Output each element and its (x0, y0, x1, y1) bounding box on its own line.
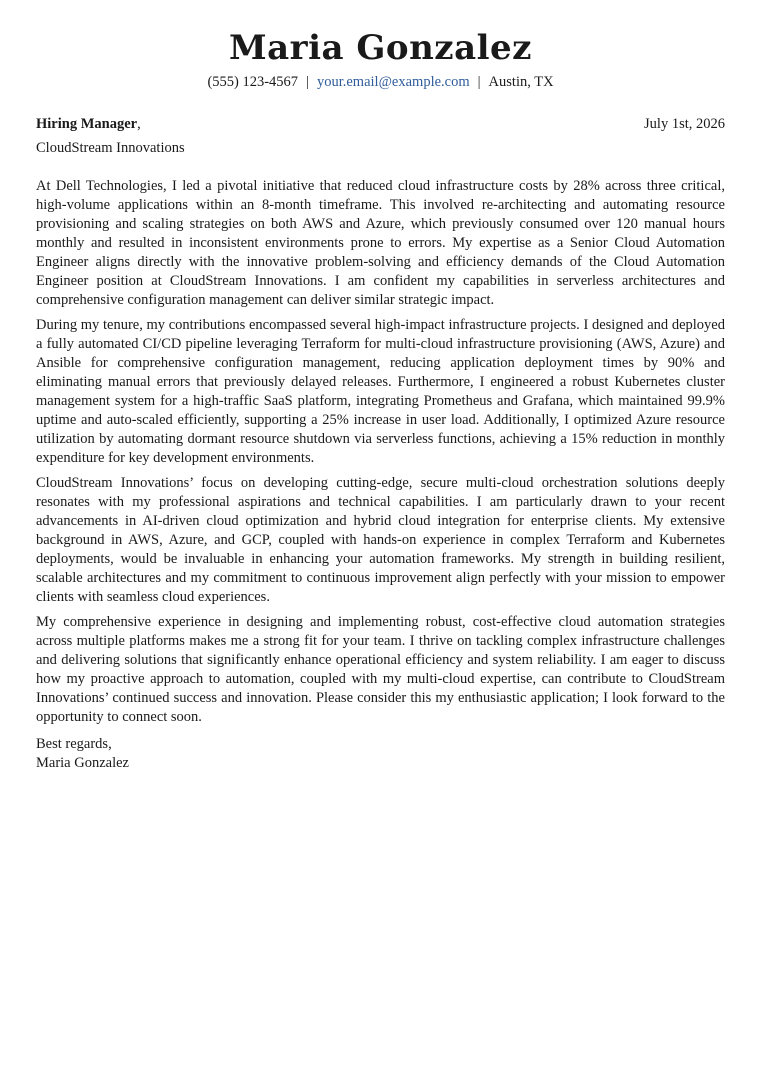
contact-line (36, 72, 725, 92)
recipient-title: Hiring Manager (36, 116, 138, 132)
signature: Maria Gonzalez (36, 755, 129, 771)
email-link[interactable]: your.email@example.com (316, 74, 470, 90)
letter-body (36, 177, 725, 727)
cover-letter (36, 28, 725, 773)
closing-block (36, 735, 725, 773)
body-paragraph: CloudStream Innovations’ focus on developing cutting-edge, secure multi-cloud orchestration solutions deeply resonates with my professional aspirations and technical capabilities. I am particularly drawn to your recent advancements in AI-driven cloud optimization and hybrid cloud integration for enterprise clients. My extensive background in AWS, Azure, and GCP, coupled with hands-on experience in complex Terraform and Kubernetes deployments, would be invaluable in enhancing your automation frameworks. My strength in building resilient, scalable architectures and my commitment to continuous improvement align perfectly with your mission to empower clients with seamless cloud experiences. (36, 475, 725, 605)
recipient-company: CloudStream Innovations (36, 140, 185, 156)
location: Austin, TX (488, 74, 554, 90)
closing-salutation: Best regards, (36, 736, 112, 752)
body-paragraph: At Dell Technologies, I led a pivotal initiative that reduced cloud infrastructure costs by 28% across three critical, high-volume applications within an 8-month timeframe. This involved re-architecting and automating resource provisioning and scaling strategies on both AWS and Azure, which previously consumed over 120 manual hours monthly and resulted in inconsistent environments prone to errors. My expertise as a Senior Cloud Automation Engineer aligns directly with the innovative problem-solving and efficiency demands of the Cloud Automation Engineer position at CloudStream Innovations. I am confident my capabilities in serverless architectures and comprehensive configuration management can deliver similar strategic impact. (36, 178, 725, 308)
phone-number: (555) 123-4567 (207, 74, 299, 90)
body-paragraph: My comprehensive experience in designing and implementing robust, cost-effective cloud automation strategies across multiple platforms makes me a strong fit for your team. I thrive on tackling complex infrastructure challenges and delivering solutions that significantly enhance operational efficiency and system reliability. I am eager to discuss how my proactive approach to automation, coupled with my multi-cloud expertise, can contribute to CloudStream Innovations’ continued success and innovation. Please consider this my enthusiastic application; I look forward to the opportunity to connect soon. (36, 614, 725, 725)
recipient-comma: , (137, 116, 141, 132)
sender-name: Maria Gonzalez (229, 28, 532, 68)
letter-date: July 1st, 2026 (644, 116, 725, 132)
recipient-line (36, 114, 141, 134)
contact-separator: | (306, 74, 309, 90)
body-paragraph: During my tenure, my contributions encompassed several high-impact infrastructure projects. I designed and deployed a fully automated CI/CD pipeline leveraging Terraform for multi-cloud infrastructure provisioning (AWS, Azure) and Ansible for comprehensive configuration management, reducing application deployment times by 90% and eliminating manual errors that previously delayed releases. Furthermore, I engineered a robust Kubernetes cluster management system for a high-traffic SaaS platform, integrating Prometheus and Grafana, which maintained 99.9% uptime and auto-scaled efficiently, supporting a 25% increase in user load. Additionally, I optimized Azure resource utilization by automating dormant resource shutdown via serverless functions, achieving a 15% reduction in monthly expenditure for key development environments. (36, 317, 725, 466)
contact-separator: | (477, 74, 481, 90)
address-row (36, 114, 725, 134)
